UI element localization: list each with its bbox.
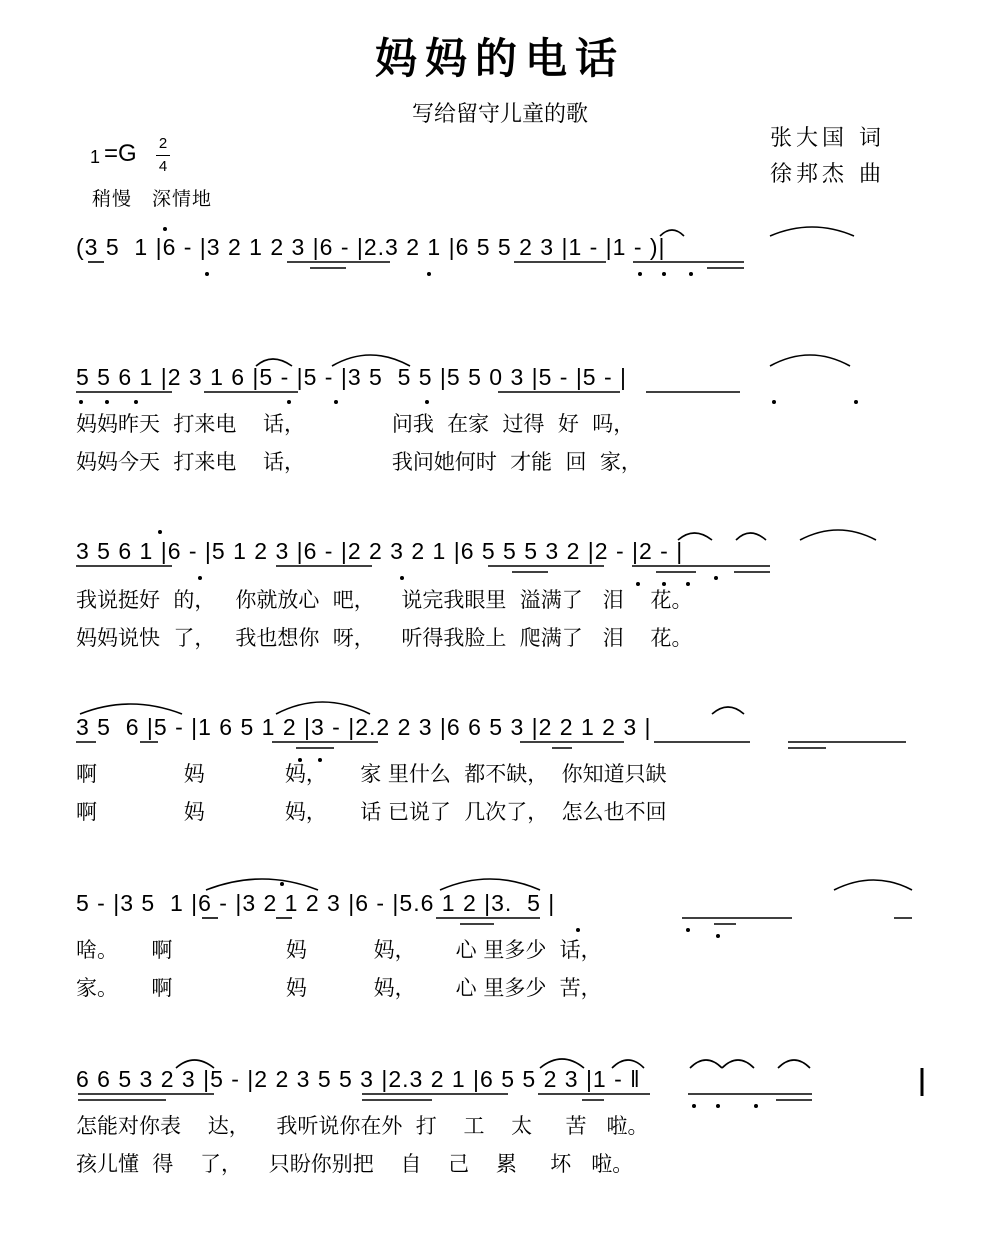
octave-dot (163, 227, 167, 231)
octave-dot (105, 400, 109, 404)
octave-dot (689, 272, 693, 276)
tie-arc (440, 879, 540, 890)
tie-arc (712, 707, 744, 714)
tie-arc (540, 1059, 584, 1068)
lyrics-verse-1: 怎能对你表 达， 我听说你在外 打 工 太 苦 啦。 (76, 1114, 649, 1138)
octave-dot (854, 400, 858, 404)
octave-dot (298, 758, 302, 762)
octave-dot (425, 400, 429, 404)
notation-line: 5 5 6 1 |2 3 1 6 |5 - |5 - |3 5 5 5 |5 5 0 3 |5 - |5 - | (76, 364, 628, 390)
composer-credit: 徐邦杰 曲 (770, 162, 885, 187)
octave-dot (636, 582, 640, 586)
tie-arc (660, 230, 684, 236)
octave-dot (686, 582, 690, 586)
octave-dot (318, 758, 322, 762)
key-tonic: 1 (90, 147, 101, 167)
tie-arc (778, 1060, 810, 1068)
notation-line: 3 5 6 1 |6 - |5 1 2 3 |6 - |2 2 3 2 1 |6 5 5 5 3 2 |2 - |2 - | (76, 538, 684, 564)
octave-dot (772, 400, 776, 404)
octave-dot (638, 272, 642, 276)
octave-dot (205, 272, 209, 276)
octave-dot (158, 530, 162, 534)
octave-dot (400, 576, 404, 580)
tie-arc (800, 530, 876, 540)
lyrics-verse-2: 妈妈说快 了， 我也想你 呀， 听得我脸上 爬满了 泪 花。 (76, 626, 693, 650)
octave-dot (280, 882, 284, 886)
tie-arc (722, 1060, 754, 1068)
tie-arc (678, 533, 712, 540)
tie-arc (834, 880, 912, 890)
tie-arc (332, 355, 410, 366)
octave-dot (334, 400, 338, 404)
octave-dot (662, 582, 666, 586)
tie-arc (206, 879, 318, 890)
octave-dot (134, 400, 138, 404)
tie-arc (736, 533, 766, 540)
octave-dot (662, 272, 666, 276)
tie-arc (770, 227, 854, 236)
tie-arc (276, 702, 370, 714)
lyrics-verse-2: 啊 妈 妈， 话 已说了 几次了， 怎么也不回 (76, 800, 667, 824)
tempo-marking: 稍慢 深情地 (92, 188, 213, 210)
tie-arc (770, 355, 850, 366)
octave-dot (287, 400, 291, 404)
octave-dot (754, 1104, 758, 1108)
lyrics-verse-1: 我说挺好 的， 你就放心 吧， 说完我眼里 溢满了 泪 花。 (76, 588, 693, 612)
octave-dot (427, 272, 431, 276)
notation-line: (3 5 1 |6 - |3 2 1 2 3 |6 - |2.3 2 1 |6 5 5 2 3 |1 - |1 - )| (76, 234, 666, 260)
time-signature-bottom: 4 (158, 158, 168, 175)
song-subtitle: 写给留守儿童的歌 (411, 102, 588, 127)
time-signature-top: 2 (158, 135, 168, 152)
lyrics-verse-2: 孩儿懂 得 了， 只盼你别把 自 己 累 坏 啦。 (76, 1152, 634, 1176)
lyrics-verse-1: 妈妈昨天 打来电 话， 问我 在家 过得 好 吗， (76, 412, 635, 436)
notation-line: 3 5 6 |5 - |1 6 5 1 2 |3 - |2.2 2 3 |6 6 5 3 |2 2 1 2 3 | (76, 714, 652, 740)
notation-line: 5 - |3 5 1 |6 - |3 2 1 2 3 |6 - |5.6 1 2 |3. 5 | (76, 890, 556, 916)
key-note: =G (104, 140, 137, 167)
lyricist-credit: 张大国 词 (770, 126, 885, 151)
octave-dot (716, 1104, 720, 1108)
tie-arc (80, 704, 182, 714)
lyrics-verse-1: 啊 妈 妈， 家 里什么 都不缺， 你知道只缺 (76, 762, 667, 786)
notation-line: 6 6 5 3 2 3 |5 - |2 2 3 5 5 3 |2.3 2 1 |6 5 5 2 3 |1 - ‖ (76, 1066, 641, 1092)
octave-dot (79, 400, 83, 404)
tie-arc (176, 1060, 214, 1068)
octave-dot (686, 928, 690, 932)
lyrics-verse-2: 妈妈今天 打来电 话， 我问她何时 才能 回 家， (76, 450, 642, 474)
lyrics-verse-1: 啥。 啊 妈 妈， 心 里多少 话， (76, 938, 602, 962)
tie-arc (256, 359, 292, 366)
tie-arc (612, 1060, 644, 1068)
octave-dot (714, 576, 718, 580)
octave-dot (716, 934, 720, 938)
song-title: 妈妈的电话 (374, 34, 625, 83)
octave-dot (576, 928, 580, 932)
octave-dot (692, 1104, 696, 1108)
lyrics-verse-2: 家。 啊 妈 妈， 心 里多少 苦， (76, 976, 602, 1000)
tie-arc (690, 1060, 722, 1068)
octave-dot (198, 576, 202, 580)
